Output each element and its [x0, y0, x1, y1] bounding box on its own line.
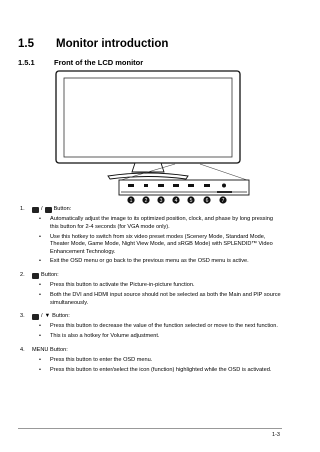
icon-separator: /	[41, 312, 43, 319]
subsection-number: 1.5.1	[18, 58, 35, 67]
item-heading	[32, 206, 282, 213]
callout-5-label: 5	[189, 198, 193, 204]
list-item	[20, 272, 282, 307]
item-number: 3.	[20, 312, 25, 319]
volume-icon	[32, 314, 39, 320]
bullet-text: Press this button to enter the OSD menu.	[50, 357, 153, 364]
callout-2-label: 2	[144, 198, 148, 204]
bullet: • Press this button to enter/select the icon (function) highlighted while the OSD is activated.	[39, 367, 272, 373]
bullet: • Use this hotkey to switch from six video preset modes (Scenery Mode, Standard Mode, Theater Mode, Game Mode, Night View Mode, and sRGB Mode) with SPLENDID™ Video Enhancement Technology.	[39, 233, 273, 255]
item-heading	[32, 347, 282, 354]
bullet: • Press this button to activate the Picture-in-picture function.	[39, 282, 195, 289]
section-number: 1.5	[18, 38, 34, 50]
item-heading	[32, 313, 282, 320]
item-number: 1.	[20, 206, 25, 212]
bullet-text: Use this hotkey to switch from six video preset modes (Scenery Mode, Standard Mode, Theater Mode, Game Mode, Night View Mode, and sRGB Mode) with SPLENDID™ Video Enhancement Technology.	[50, 233, 273, 255]
callout-6	[203, 196, 210, 204]
callout-5	[187, 196, 194, 204]
callout-4	[172, 196, 179, 204]
callout-3-label: 3	[159, 198, 163, 204]
bullet: • This is also a hotkey for Volume adjustment.	[39, 333, 160, 340]
item-label: Button:	[53, 206, 72, 212]
list-item	[20, 347, 282, 375]
callout-1	[127, 196, 134, 204]
bullet: • Exit the OSD menu or go back to the previous menu as the OSD menu is active.	[39, 258, 249, 265]
bullet-text: Press this button to enter/select the icon (function) highlighted while the OSD is activated.	[50, 367, 272, 373]
list-item	[20, 206, 282, 266]
icon-separator: /	[41, 206, 43, 212]
list-item	[20, 313, 282, 341]
callout-6-label: 6	[205, 198, 209, 204]
bullet: • Both the DVI and HDMI input source should not be selected as both the Main and PIP source simultaneously.	[39, 292, 281, 306]
item-number: 2.	[20, 271, 25, 278]
splendid-icon	[45, 207, 52, 213]
monitor-base	[108, 173, 188, 179]
down-arrow-icon: ▼	[44, 312, 51, 319]
bullet-text: Press this button to decrease the value of the function selected or move to the next function.	[50, 323, 278, 330]
item-heading	[32, 272, 282, 279]
bullet-text: This is also a hotkey for Volume adjustment.	[50, 333, 160, 340]
monitor-screen	[64, 78, 232, 157]
pip-icon	[32, 273, 39, 279]
bullet-text: Press this button to activate the Picture-in-picture function.	[50, 282, 195, 289]
callout-3	[157, 196, 164, 204]
bullet: • Press this button to decrease the value of the function selected or move to the next function.	[39, 323, 278, 330]
item-number: 4.	[20, 346, 25, 353]
page-number: 1-3	[272, 432, 280, 438]
bullet: • Press this button to enter the OSD menu.	[39, 357, 153, 364]
item-label: Button:	[41, 271, 59, 278]
auto-adjust-icon	[32, 207, 39, 213]
subsection-title: Front of the LCD monitor	[54, 58, 144, 67]
item-label: Button:	[52, 312, 70, 319]
monitor-illustration	[0, 0, 300, 210]
footer-divider	[18, 428, 282, 429]
bullet-text: Both the DVI and HDMI input source should not be selected as both the Main and PIP source simultaneously.	[50, 292, 281, 306]
callout-4-label: 4	[174, 198, 178, 204]
bullet: • Automatically adjust the image to its optimized position, clock, and phase by long pressing this button for 2-4 seconds (for VGA mode only).	[39, 216, 273, 230]
bullet-text: Automatically adjust the image to its optimized position, clock, and phase by long pressing this button for 2-4 seconds (for VGA mode only).	[50, 216, 273, 230]
section-title: Monitor introduction	[56, 38, 169, 50]
callout-1-label: 1	[129, 198, 133, 204]
button-description-list	[20, 206, 282, 380]
callout-7-label: 7	[221, 198, 225, 204]
callout-2	[142, 196, 149, 204]
callout-7	[219, 196, 226, 204]
item-label: MENU Button:	[32, 346, 68, 353]
monitor-stand	[132, 163, 164, 172]
bullet-text: Exit the OSD menu or go back to the previous menu as the OSD menu is active.	[50, 258, 249, 265]
